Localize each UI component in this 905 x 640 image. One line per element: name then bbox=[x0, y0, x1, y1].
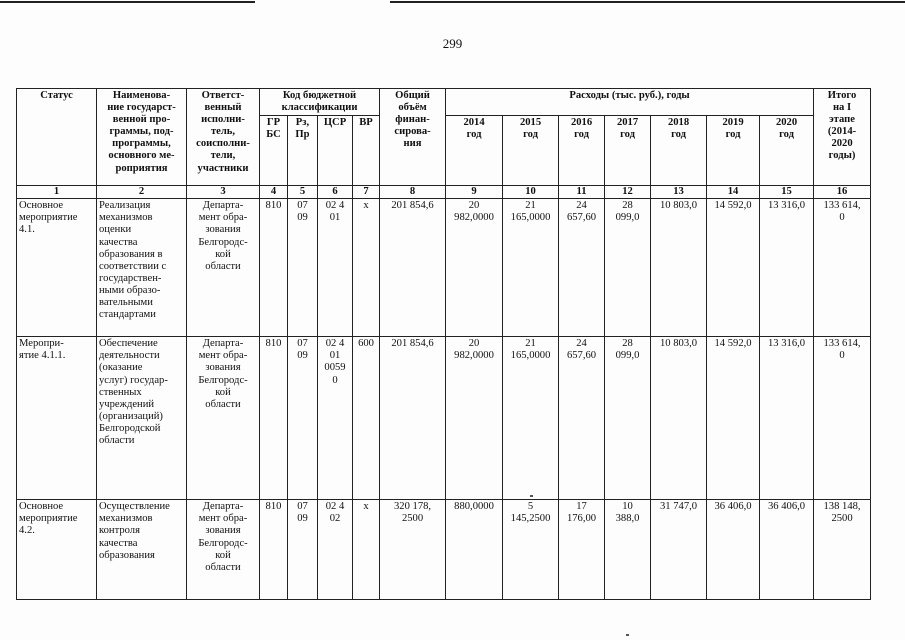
cell-2018: 10 803,0 bbox=[651, 199, 707, 337]
table-row bbox=[17, 500, 871, 600]
top-rule-left bbox=[0, 1, 255, 3]
column-number: 3 bbox=[187, 186, 260, 199]
cell-rzpr: 07 09 bbox=[288, 337, 318, 500]
column-number: 10 bbox=[503, 186, 559, 199]
cell-2015: 21 165,0000 bbox=[503, 199, 559, 337]
header-name: Наименова- ние государст- венной про- граммы, под- программы, основного ме- роприятия bbox=[97, 89, 187, 186]
cell-responsible: Департа- мент обра- зования Белгородс- кой области bbox=[187, 199, 260, 337]
header-responsible: Ответст- венный исполни- тель, соисполни- тели, участники bbox=[187, 89, 260, 186]
header-year-2019: 2019 год bbox=[707, 116, 760, 186]
cell-grbs: 810 bbox=[260, 337, 288, 500]
cell-vr: х bbox=[353, 500, 380, 600]
column-number: 16 bbox=[814, 186, 871, 199]
column-number: 4 bbox=[260, 186, 288, 199]
cell-2019: 36 406,0 bbox=[707, 500, 760, 600]
cell-2020: 36 406,0 bbox=[760, 500, 814, 600]
cell-status: Основное мероприятие 4.1. bbox=[17, 199, 97, 337]
header-row-1 bbox=[17, 89, 871, 116]
cell-vr: х bbox=[353, 199, 380, 337]
column-number: 2 bbox=[97, 186, 187, 199]
column-number: 15 bbox=[760, 186, 814, 199]
cell-2019: 14 592,0 bbox=[707, 199, 760, 337]
header-rzpr: Рз, Пр bbox=[288, 116, 318, 186]
cell-grbs: 810 bbox=[260, 199, 288, 337]
header-status: Статус bbox=[17, 89, 97, 186]
cell-stage-total: 133 614, 0 bbox=[814, 337, 871, 500]
header-year-2018: 2018 год bbox=[651, 116, 707, 186]
cell-2020: 13 316,0 bbox=[760, 199, 814, 337]
cell-responsible: Департа- мент обра- зования Белгородс- кой области bbox=[187, 337, 260, 500]
cell-2015: 5 145,2500 bbox=[503, 500, 559, 600]
cell-csr: 02 4 02 bbox=[318, 500, 353, 600]
header-year-2016: 2016 год bbox=[559, 116, 605, 186]
header-budget-code: Код бюджетной классификации bbox=[260, 89, 380, 116]
cell-stage-total: 138 148, 2500 bbox=[814, 500, 871, 600]
page-number: 299 bbox=[442, 36, 463, 51]
cell-2014: 880,0000 bbox=[446, 500, 503, 600]
cell-2018: 31 747,0 bbox=[651, 500, 707, 600]
column-number: 6 bbox=[318, 186, 353, 199]
cell-total: 201 854,6 bbox=[380, 337, 446, 500]
scan-speck bbox=[530, 495, 533, 497]
cell-2016: 24 657,60 bbox=[559, 337, 605, 500]
cell-responsible: Департа- мент обра- зования Белгородс- кой области bbox=[187, 500, 260, 600]
budget-table bbox=[16, 88, 871, 600]
header-stage-total: Итого на I этапе (2014- 2020 годы) bbox=[814, 89, 871, 186]
column-number: 12 bbox=[605, 186, 651, 199]
cell-2020: 13 316,0 bbox=[760, 337, 814, 500]
cell-grbs: 810 bbox=[260, 500, 288, 600]
header-vr: ВР bbox=[353, 116, 380, 186]
cell-csr: 02 4 01 0059 0 bbox=[318, 337, 353, 500]
cell-rzpr: 07 09 bbox=[288, 199, 318, 337]
column-number: 14 bbox=[707, 186, 760, 199]
column-number: 1 bbox=[17, 186, 97, 199]
header-year-2014: 2014 год bbox=[446, 116, 503, 186]
column-number-row bbox=[17, 186, 871, 199]
cell-2014: 20 982,0000 bbox=[446, 199, 503, 337]
header-year-2017: 2017 год bbox=[605, 116, 651, 186]
column-number: 13 bbox=[651, 186, 707, 199]
cell-total: 201 854,6 bbox=[380, 199, 446, 337]
cell-2019: 14 592,0 bbox=[707, 337, 760, 500]
cell-2017: 28 099,0 bbox=[605, 199, 651, 337]
column-number: 8 bbox=[380, 186, 446, 199]
cell-2014: 20 982,0000 bbox=[446, 337, 503, 500]
header-total: Общий объём финан- сирова- ния bbox=[380, 89, 446, 186]
cell-status: Основное мероприятие 4.2. bbox=[17, 500, 97, 600]
cell-total: 320 178, 2500 bbox=[380, 500, 446, 600]
cell-name: Осуществление механизмов контроля качества образования bbox=[97, 500, 187, 600]
cell-stage-total: 133 614, 0 bbox=[814, 199, 871, 337]
cell-2016: 24 657,60 bbox=[559, 199, 605, 337]
header-year-2015: 2015 год bbox=[503, 116, 559, 186]
cell-2015: 21 165,0000 bbox=[503, 337, 559, 500]
cell-2018: 10 803,0 bbox=[651, 337, 707, 500]
column-number: 9 bbox=[446, 186, 503, 199]
header-expenses: Расходы (тыс. руб.), годы bbox=[446, 89, 814, 116]
column-number: 11 bbox=[559, 186, 605, 199]
cell-2017: 28 099,0 bbox=[605, 337, 651, 500]
cell-name: Обеспечение деятельности (оказание услуг) государ- ственных учреждений (организаций) Белгородской области bbox=[97, 337, 187, 500]
cell-2017: 10 388,0 bbox=[605, 500, 651, 600]
column-number: 7 bbox=[353, 186, 380, 199]
cell-name: Реализация механизмов оценки качества образования в соответствии с государствен- ными образо- вательными стандартами bbox=[97, 199, 187, 337]
header-csr: ЦСР bbox=[318, 116, 353, 186]
column-number: 5 bbox=[288, 186, 318, 199]
cell-vr: 600 bbox=[353, 337, 380, 500]
header-year-2020: 2020 год bbox=[760, 116, 814, 186]
cell-rzpr: 07 09 bbox=[288, 500, 318, 600]
cell-status: Меропри- ятие 4.1.1. bbox=[17, 337, 97, 500]
top-rule-right bbox=[390, 1, 905, 3]
table-row bbox=[17, 199, 871, 337]
table-row bbox=[17, 337, 871, 500]
cell-2016: 17 176,00 bbox=[559, 500, 605, 600]
scan-speck bbox=[626, 634, 629, 636]
cell-csr: 02 4 01 bbox=[318, 199, 353, 337]
header-grbs: ГР БС bbox=[260, 116, 288, 186]
